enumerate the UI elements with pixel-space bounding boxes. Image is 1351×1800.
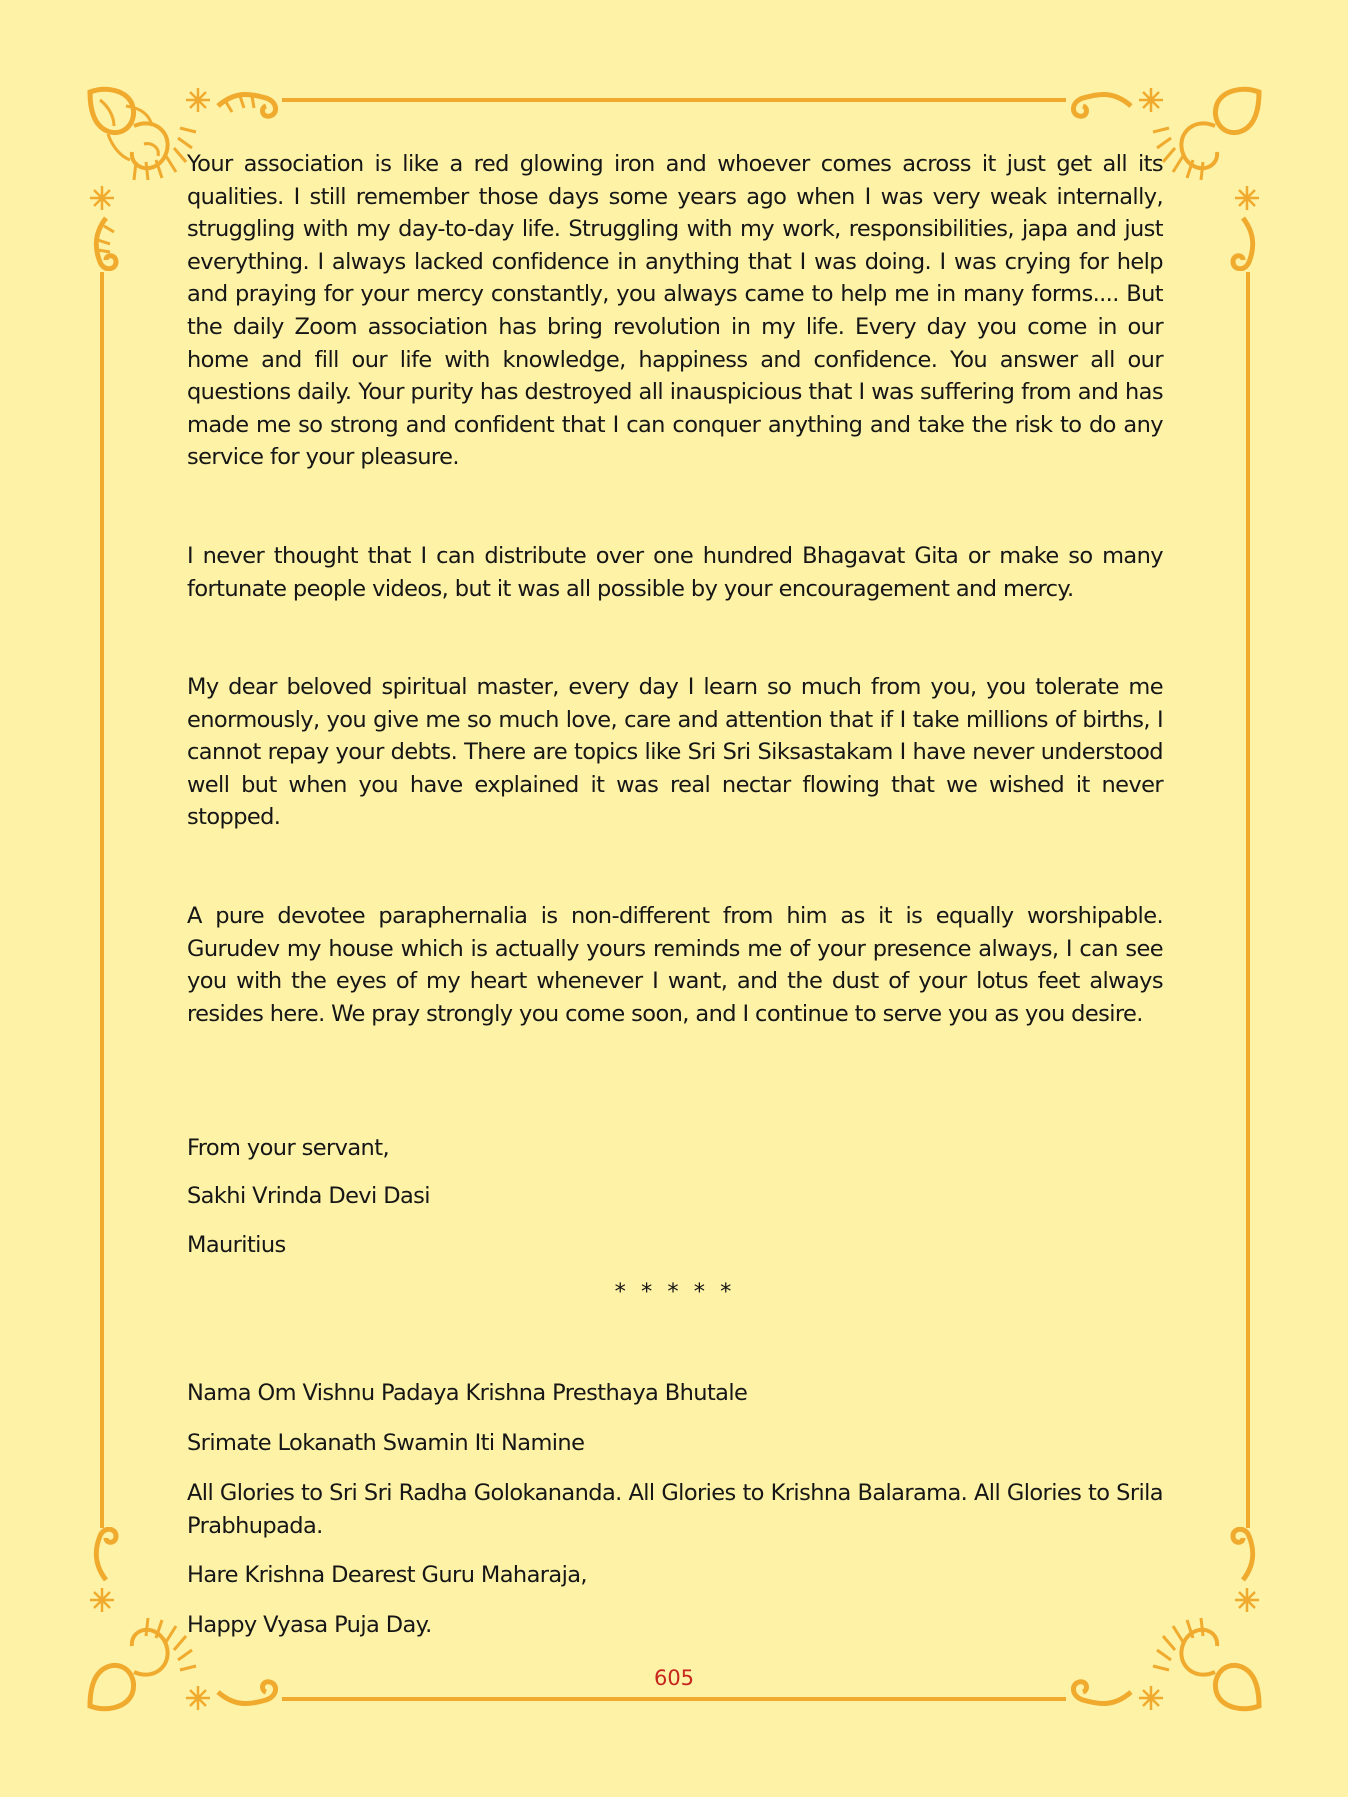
greeting-line: Hare Krishna Dearest Guru Maharaja, [187,1562,587,1588]
border-left-rule [100,272,104,1528]
closing-line: From your servant, [187,1135,389,1161]
author-name: Sakhi Vrinda Devi Dasi [187,1183,430,1209]
border-right-rule [1246,272,1250,1528]
author-location: Mauritius [187,1232,286,1258]
glories-paragraph: All Glories to Sri Sri Radha Golokananda. All Glories to Krishna Balarama. All Glories to Srila Prabhupada. [187,1480,1163,1539]
section-separator: * * * * * [614,1279,736,1305]
invocation-line: Srimate Lokanath Swamin Iti Namine [187,1430,585,1456]
paragraph: I never thought that I can distribute over one hundred Bhagavat Gita or make so many fortunate people videos, but it was all possible by your encouragement and mercy. [187,543,1163,602]
invocation-line: Nama Om Vishnu Padaya Krishna Presthaya Bhutale [187,1380,748,1406]
paragraph: Your association is like a red glowing iron and whoever comes across it just get all its qualities. I still remember those days some years ago when I was very weak internally, struggling with my day-to-day life. Struggling with my work, responsibilities, japa and just everything. I always lacked confidence in anything that I was doing. I was crying for help and praying for your mercy constantly, you always came to help me in many forms.... But the daily Zoom association has bring revolution in my life. Every day you come in our home and fill our life with knowledge, happiness and confidence. You answer all our questions daily. Your purity has destroyed all inauspicious that I was suffering from and has made me so strong and confident that I can conquer anything and take the risk to do any service for your pleasure. [187,151,1163,471]
paragraph: A pure devotee paraphernalia is non-different from him as it is equally worshipable. Gurudev my house which is actually yours reminds me of your presence always, I can see you with the eyes of my heart whenever I want, and the dust of your lotus feet always resides here. We pray strongly you come soon, and I continue to serve you as you desire. [187,903,1163,1027]
border-bottom-rule [282,1697,1066,1701]
page-number: 605 [653,1666,695,1690]
wish-line: Happy Vyasa Puja Day. [187,1612,432,1638]
paragraph: My dear beloved spiritual master, every day I learn so much from you, you tolerate me enormously, you give me so much love, care and attention that if I take millions of births, I cannot repay your debts. There are topics like Sri Sri Siksastakam I have never understood well but when you have explained it was real nectar flowing that we wished it never stopped. [187,674,1163,831]
border-top-rule [282,98,1066,102]
